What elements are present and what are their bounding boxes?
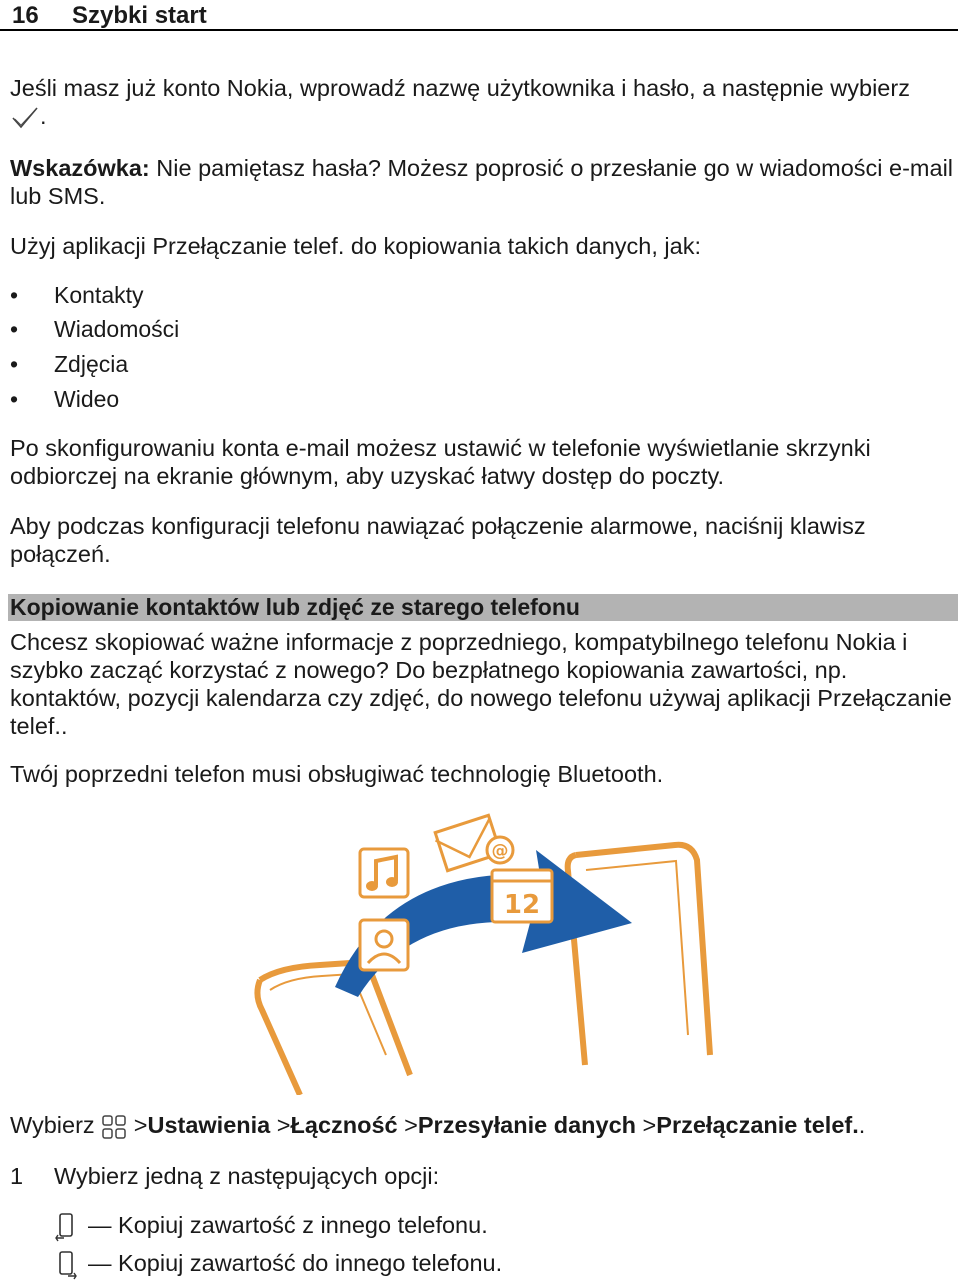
path-trail: .	[858, 1112, 866, 1138]
tip-text: Nie pamiętasz hasła? Możesz poprosić o przesłanie go w wiadomości e-mail lub SMS.	[10, 155, 954, 209]
tip-label: Wskazówka:	[10, 155, 150, 181]
page-title: Szybki start	[72, 2, 207, 29]
path-step: Przełączanie telef.	[656, 1112, 859, 1138]
page-number: 16	[12, 2, 39, 29]
phone-copy-from-icon	[54, 1212, 80, 1242]
at-sign: @	[491, 841, 509, 861]
section-heading: Kopiowanie kontaktów lub zdjęć ze starego telefonu	[10, 594, 580, 620]
bullet-text: Zdjęcia	[54, 351, 129, 377]
section-paragraph-2: Twój poprzedni telefon musi obsługiwać technologię Bluetooth.	[10, 761, 664, 787]
calendar-icon	[492, 870, 552, 922]
menu-grid-icon	[101, 1114, 127, 1140]
option-text: — Kopiuj zawartość z innego telefonu.	[88, 1212, 488, 1238]
step-number: 1	[10, 1163, 24, 1189]
email-paragraph: Po skonfigurowaniu konta e-mail możesz ustawić w telefonie wyświetlanie skrzynki odbiorczej na ekranie głównym, aby uzyskać łatwy dostęp do poczty.	[10, 435, 871, 489]
path-step: Ustawienia	[147, 1112, 271, 1138]
music-icon	[360, 849, 408, 897]
manual-page: 16 Szybki start Jeśli masz już konto Nokia, wprowadź nazwę użytkownika i hasło, a następnie wybierz . Wskazówka: Nie pamiętasz hasła? Możesz poprosić o przesłanie go w wiadomości e-mail lub SMS. Użyj aplikacji Przełączanie telef. do kopiowania takich danych, jak: • Kontakty • Wiadomości • Zdjęcia • Wideo Po skonfigurowaniu konta e-mail możesz ustawić w telefonie wyświetlanie skrzynki odbiorczej na ekranie głównym, aby uzyskać łatwy dostęp do poczty. Aby podczas konfiguracji telefonu nawiązać połączenie alarmowe, naciśnij klawisz połączeń. Kopiowanie kontaktów lub zdjęć ze starego telefonu Chcesz skopiować ważne informacje z poprzedniego, kompatybilnego telefonu Nokia i szybko zacząć korzystać z nowego? Do bezpłatnego kopiowania zawartości, np. kontaktów, pozycji kalendarza czy zdjęć, do nowego telefonu używaj aplikacji Przełączanie telef.. Twój poprzedni telefon musi obsługiwać technologię Bluetooth. @ 12 Wybierz >Ustawienia >Łączność >Przesyłanie danych >Przełączanie telef.. 1 Wybierz jedną z następujących opcji: — Kopiuj zawartość z innego telefonu. — Kopiuj zawartość do innego telefonu.	[0, 0, 960, 1284]
section-paragraph-1: Chcesz skopiować ważne informacje z poprzedniego, kompatybilnego telefonu Nokia i szybko zacząć korzystać z nowego? Do bezpłatnego kopiowania zawartości, np. kontaktów, pozycji kalendarza czy zdjęć, do nowego telefonu używaj aplikacji Przełączanie telef..	[10, 629, 952, 739]
old-phone-outline	[257, 963, 410, 1095]
phone-copy-to-icon	[54, 1250, 80, 1280]
step-text: Wybierz jedną z następujących opcji:	[54, 1163, 440, 1189]
new-phone-outline	[568, 845, 710, 1065]
path-prefix: Wybierz	[10, 1112, 95, 1138]
tip-paragraph	[10, 154, 955, 210]
bullet-text: Wideo	[54, 386, 120, 412]
path-step: Łączność	[290, 1112, 398, 1138]
intro-line-2-suffix: .	[40, 103, 47, 129]
phone-transfer-illustration	[240, 805, 720, 1095]
path-separator: >	[642, 1112, 657, 1138]
intro-paragraph	[10, 74, 955, 131]
calendar-day: 12	[503, 890, 541, 920]
use-app-paragraph: Użyj aplikacji Przełączanie telef. do kopiowania takich danych, jak:	[10, 233, 701, 259]
path-separator: >	[404, 1112, 418, 1138]
emergency-paragraph: Aby podczas konfiguracji telefonu nawiązać połączenie alarmowe, naciśnij klawisz połączeń.	[10, 513, 866, 567]
option-text: — Kopiuj zawartość do innego telefonu.	[88, 1250, 503, 1276]
checkmark-icon	[10, 105, 40, 131]
intro-line-1: Jeśli masz już konto Nokia, wprowadź nazwę użytkownika i hasło, a następnie wybierz	[10, 75, 910, 101]
email-icon	[434, 815, 513, 870]
bullet-text: Kontakty	[54, 282, 144, 308]
section-heading-bar	[8, 594, 958, 621]
contact-icon	[360, 920, 408, 970]
path-separator: >	[133, 1112, 148, 1138]
step-1	[10, 1162, 955, 1190]
path-step: Przesyłanie danych	[417, 1112, 637, 1138]
bullet-text: Wiadomości	[54, 316, 180, 342]
page-header	[0, 0, 958, 31]
settings-path	[10, 1111, 955, 1140]
path-separator: >	[276, 1112, 291, 1138]
